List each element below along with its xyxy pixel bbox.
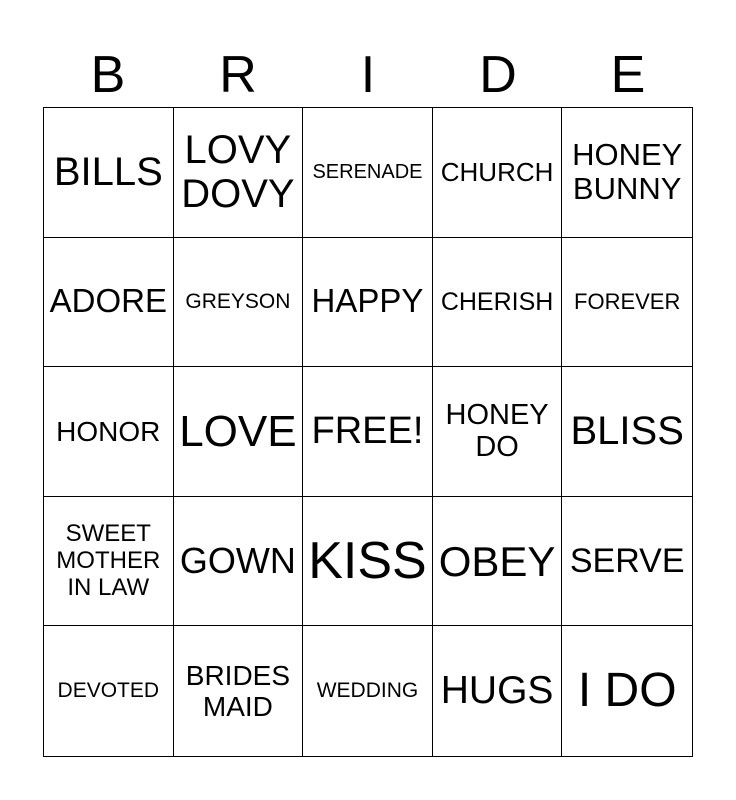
bingo-cell[interactable] bbox=[303, 108, 433, 238]
bingo-cell[interactable] bbox=[562, 108, 692, 238]
bingo-cell-label: DEVOTED bbox=[57, 679, 160, 703]
bingo-cell[interactable] bbox=[44, 367, 174, 497]
header-letter-b: B bbox=[90, 46, 126, 104]
bingo-cell[interactable] bbox=[174, 497, 304, 627]
bingo-cell-label: KISS bbox=[308, 531, 427, 590]
bingo-cell-label: OBEY bbox=[438, 537, 556, 585]
bingo-cell-label: GOWN bbox=[179, 539, 296, 581]
header-letter-e: E bbox=[610, 46, 646, 104]
bingo-cell-label: CHURCH bbox=[440, 156, 554, 187]
bingo-cell[interactable] bbox=[433, 367, 563, 497]
bingo-cell[interactable] bbox=[44, 238, 174, 368]
bingo-cell-label: SERENADE bbox=[312, 161, 423, 184]
bingo-cell[interactable] bbox=[562, 238, 692, 368]
header-letter-d: D bbox=[479, 46, 517, 104]
bingo-cell-label: HONOR bbox=[56, 415, 161, 447]
bingo-cell[interactable] bbox=[303, 367, 433, 497]
bingo-cell[interactable] bbox=[44, 108, 174, 238]
bingo-board bbox=[43, 107, 693, 757]
bingo-cell[interactable] bbox=[433, 626, 563, 756]
bingo-cell[interactable] bbox=[174, 108, 304, 238]
bingo-cell-label: ADORE bbox=[49, 282, 167, 320]
bingo-cell[interactable] bbox=[433, 108, 563, 238]
bingo-cell[interactable] bbox=[562, 626, 692, 756]
bingo-cell-label: GREYSON bbox=[185, 290, 291, 314]
bingo-cell-label: HONEY DO bbox=[445, 399, 549, 464]
header-letter-r: R bbox=[219, 46, 257, 104]
header-letter-i: I bbox=[360, 46, 376, 104]
bingo-cell-label: FOREVER bbox=[574, 288, 681, 314]
bingo-cell[interactable] bbox=[174, 238, 304, 368]
bingo-cell-label: LOVE bbox=[179, 406, 297, 456]
bingo-cell-label: I DO bbox=[577, 664, 677, 718]
bingo-cell-label: BILLS bbox=[53, 149, 163, 194]
bingo-cell[interactable] bbox=[562, 367, 692, 497]
bingo-cell-label: LOVY DOVY bbox=[181, 127, 295, 217]
bingo-cell[interactable] bbox=[44, 626, 174, 756]
bingo-cell[interactable] bbox=[303, 497, 433, 627]
bingo-cell-label: WEDDING bbox=[316, 679, 419, 703]
bingo-header bbox=[43, 45, 693, 105]
bingo-cell-label: HUGS bbox=[440, 669, 554, 713]
bingo-cell-label: CHERISH bbox=[440, 287, 554, 316]
bingo-cell[interactable] bbox=[303, 626, 433, 756]
bingo-cell-label: BLISS bbox=[570, 409, 684, 454]
bingo-cell-label: HONEY BUNNY bbox=[572, 136, 683, 207]
bingo-cell[interactable] bbox=[562, 497, 692, 627]
bingo-cell[interactable] bbox=[433, 497, 563, 627]
bingo-cell[interactable] bbox=[433, 238, 563, 368]
bingo-cell-label: FREE! bbox=[311, 410, 424, 453]
bingo-cell-label: HAPPY bbox=[311, 282, 424, 320]
bingo-cell-label: SWEET MOTHER IN LAW bbox=[56, 519, 161, 601]
bingo-cell-label: BRIDES MAID bbox=[185, 659, 291, 723]
bingo-cell[interactable] bbox=[303, 238, 433, 368]
bingo-cell[interactable] bbox=[44, 497, 174, 627]
bingo-cell[interactable] bbox=[174, 626, 304, 756]
bingo-cell-label: SERVE bbox=[569, 542, 685, 581]
bingo-cell[interactable] bbox=[174, 367, 304, 497]
